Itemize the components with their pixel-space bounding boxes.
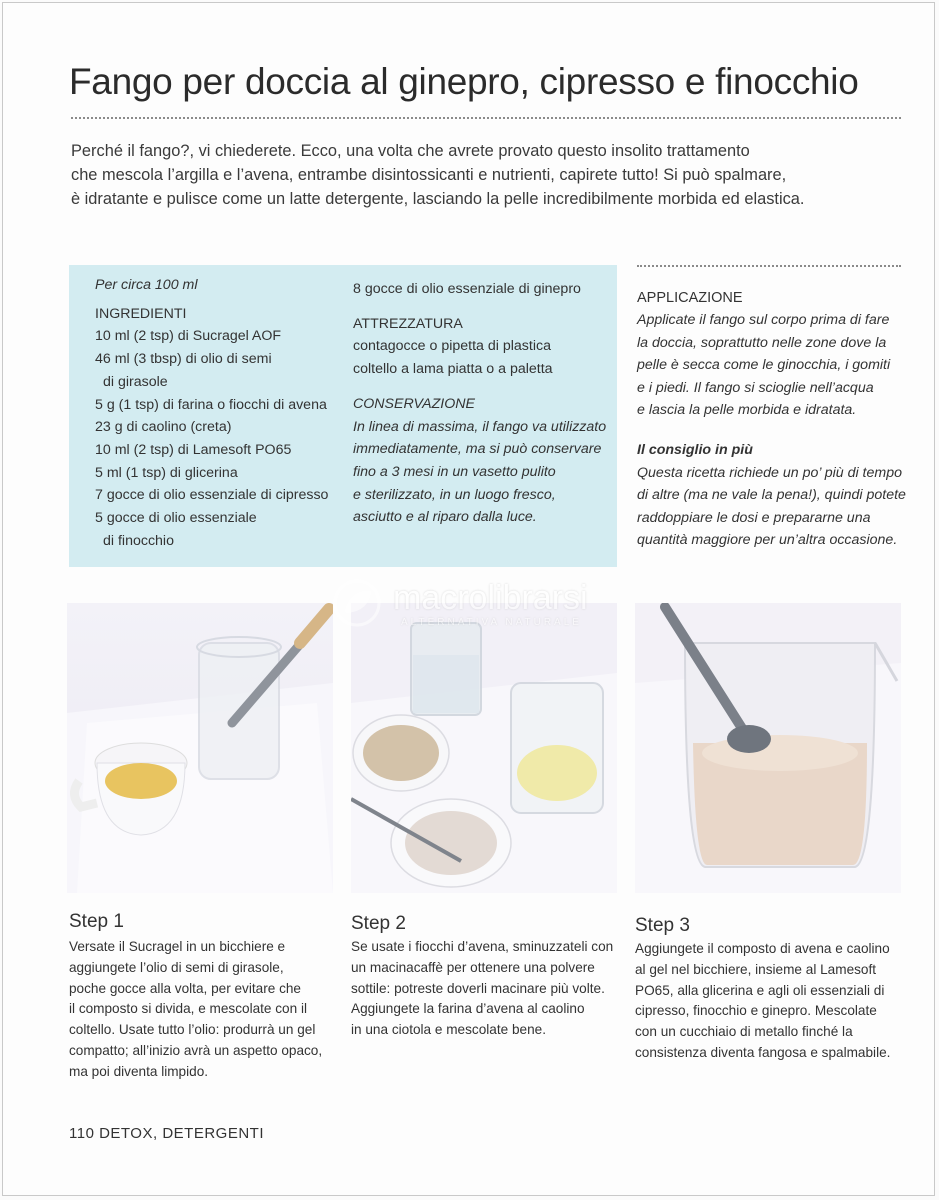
tip-line: quantità maggiore per un’altra occasione. xyxy=(637,532,898,549)
intro-line: è idratante e pulisce come un latte detergente, lasciando la pelle incredibilmente morbida ed elastica. xyxy=(71,190,805,208)
equipment-heading: ATTREZZATURA xyxy=(353,315,463,332)
storage-heading: CONSERVAZIONE xyxy=(353,395,475,412)
step-line: al gel nel bicchiere, insieme al Lamesoft xyxy=(635,961,877,977)
step-1-photo xyxy=(67,603,333,893)
step-line: il composto si divida, e mescolate con il xyxy=(69,1001,307,1017)
ingredient-item: 10 ml (2 tsp) di Sucragel AOF xyxy=(95,328,282,345)
step-line: poche gocce alla volta, per evitare che xyxy=(69,980,301,996)
step-line: compatto; all’inizio avrà un aspetto opaco, xyxy=(69,1042,323,1058)
watermark-brand: macrolibrarsi xyxy=(393,579,588,617)
recipe-box xyxy=(69,265,617,567)
step-line: Versate il Sucragel in un bicchiere e xyxy=(69,939,286,954)
storage-line: fino a 3 mesi in un vasetto pulito xyxy=(353,463,556,480)
ingredient-item: di girasole xyxy=(103,373,168,390)
page-title: Fango per doccia al ginepro, cipresso e finocchio xyxy=(69,61,859,102)
step-2-illustration xyxy=(351,603,617,893)
intro-line: Perché il fango?, vi chiederete. Ecco, una volta che avrete provato questo insolito trattamento xyxy=(71,142,750,160)
ingredients-heading: INGREDIENTI xyxy=(95,305,187,322)
watermark xyxy=(331,577,631,633)
step-line: aggiungete l’olio di semi di girasole, xyxy=(69,959,284,975)
application-column xyxy=(637,287,907,551)
storage-line: e sterilizzato, in un luogo fresco, xyxy=(353,486,556,503)
ingredient-item: di finocchio xyxy=(103,532,174,549)
step-3-body xyxy=(635,939,905,1064)
step-line: PO65, alla glicerina e agli oli essenziali di xyxy=(635,982,885,998)
step-2-body xyxy=(351,937,621,1041)
step-1-body xyxy=(69,937,339,1083)
application-line: Applicate il fango sul corpo prima di fare xyxy=(637,312,890,329)
step-line: sottile: potreste doverli macinare più volte. xyxy=(351,980,605,996)
step-3-illustration xyxy=(635,603,901,893)
step-line: un macinacaffè per ottenere una polvere xyxy=(351,959,595,975)
step-line: coltello. Usate tutto l’olio: produrrà un gel xyxy=(69,1022,316,1038)
step-line: cipresso, finocchio e ginepro. Mescolate xyxy=(635,1003,877,1019)
step-line: Se usate i fiocchi d’avena, sminuzzateli con xyxy=(351,939,614,954)
application-line: e lascia la pelle morbida e idratata. xyxy=(637,402,857,419)
step-2-title: Step 2 xyxy=(351,913,406,934)
application-line: e i piedi. Il fango si scioglie nell’acqua xyxy=(637,379,874,396)
ingredients-column xyxy=(95,274,365,552)
step-line: Aggiungete il composto di avena e caolino xyxy=(635,941,890,956)
intro-line: che mescola l’argilla e l’avena, entrambe disintossicanti e nutrienti, capirete tutto! Si può spalmare, xyxy=(71,166,787,184)
ingredient-item: 7 gocce di olio essenziale di cipresso xyxy=(95,487,329,504)
title-divider xyxy=(71,117,901,119)
page xyxy=(2,2,935,1196)
equipment-item: contagocce o pipetta di plastica xyxy=(353,338,551,355)
application-heading: APPLICAZIONE xyxy=(637,290,743,306)
application-line: pelle è secca come le ginocchia, i gomiti xyxy=(637,357,891,374)
ingredient-item: 10 ml (2 tsp) di Lamesoft PO65 xyxy=(95,441,292,458)
tip-heading: Il consiglio in più xyxy=(637,442,753,459)
step-2-photo xyxy=(351,603,617,893)
tip-line: di altre (ma ne vale la pena!), quindi potete xyxy=(637,487,906,504)
step-line: in una ciotola e mescolate bene. xyxy=(351,1022,546,1038)
step-1-illustration xyxy=(67,603,333,893)
watermark-tagline: ALTERNATIVA NATURALE xyxy=(401,617,582,628)
step-line: consistenza diventa fangosa e spalmabile. xyxy=(635,1044,891,1060)
ingredient-item: 46 ml (3 tbsp) di olio di semi xyxy=(95,351,272,368)
application-line: la doccia, soprattutto nelle zone dove la xyxy=(637,334,887,351)
ingredient-item: 5 ml (1 tsp) di glicerina xyxy=(95,464,238,481)
storage-line: asciutto e al riparo dalla luce. xyxy=(353,509,537,526)
recipe-yield: Per circa 100 ml xyxy=(95,277,198,293)
ingredient-item: 23 g di caolino (creta) xyxy=(95,419,232,436)
step-line: ma poi diventa limpido. xyxy=(69,1063,209,1079)
tip-line: Questa ricetta richiede un po’ più di tempo xyxy=(637,464,902,481)
step-1-title: Step 1 xyxy=(69,911,124,932)
ingredient-item: 5 g (1 tsp) di farina o fiocchi di avena xyxy=(95,396,327,413)
equipment-item: coltello a lama piatta o a paletta xyxy=(353,361,553,378)
tip-line: raddoppiare le dosi e prepararne una xyxy=(637,509,871,526)
step-line: con un cucchiaio di metallo finché la xyxy=(635,1024,853,1040)
intro-paragraph xyxy=(71,139,891,211)
step-line: Aggiungete la farina d’avena al caolino xyxy=(351,1001,585,1017)
ingredient-item: 8 gocce di olio essenziale di ginepro xyxy=(353,281,581,297)
storage-line: immediatamente, ma si può conservare xyxy=(353,441,602,458)
equipment-column xyxy=(353,278,613,529)
page-footer: 110 DETOX, DETERGENTI xyxy=(69,1125,264,1142)
step-3-title: Step 3 xyxy=(635,915,690,936)
ingredient-item: 5 gocce di olio essenziale xyxy=(95,510,257,527)
step-3-photo xyxy=(635,603,901,893)
storage-line: In linea di massima, il fango va utilizzato xyxy=(353,418,607,435)
application-divider xyxy=(637,265,901,267)
leaf-logo-icon xyxy=(331,577,383,629)
